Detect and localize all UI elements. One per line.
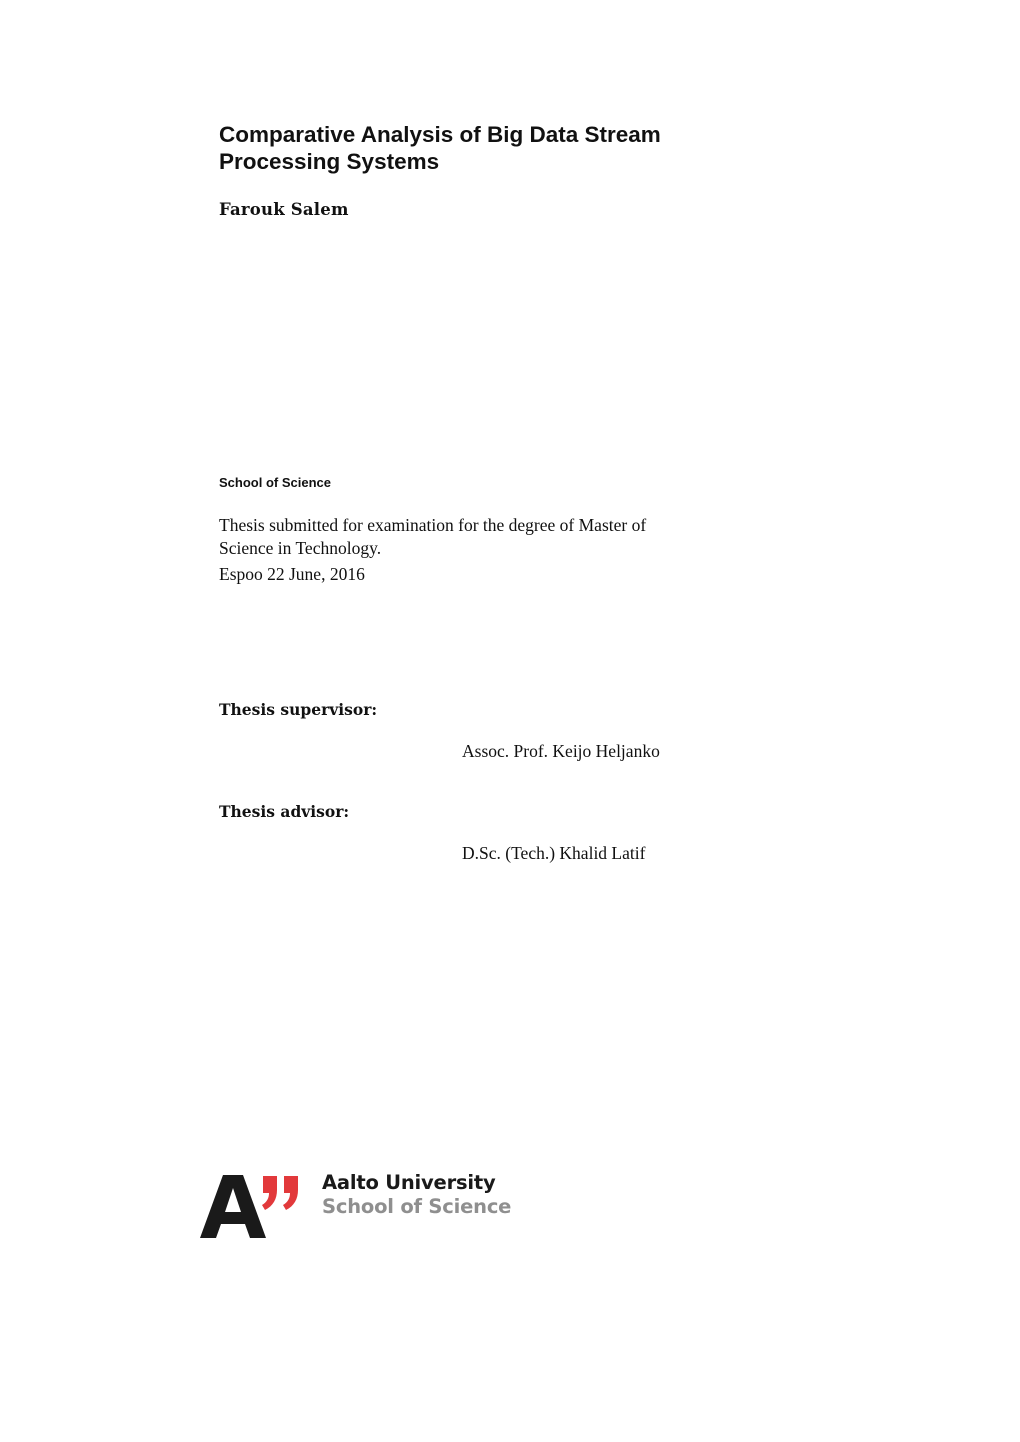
submission-statement bbox=[219, 514, 646, 560]
submission-line-1: Thesis submitted for examination for the degree of Master of bbox=[219, 515, 647, 535]
thesis-title bbox=[219, 121, 779, 175]
school-name: School of Science bbox=[219, 475, 331, 490]
supervisor-name: Assoc. Prof. Keijo Heljanko bbox=[462, 741, 660, 761]
advisor-label: Thesis advisor: bbox=[219, 802, 350, 821]
aalto-university-logo bbox=[200, 1172, 540, 1244]
submission-date: Espoo 22 June, 2016 bbox=[219, 564, 365, 584]
logo-university-text: Aalto University bbox=[322, 1171, 496, 1194]
author-name: Farouk Salem bbox=[219, 200, 349, 219]
thesis-title-line-2: Processing Systems bbox=[219, 149, 440, 174]
supervisor-label: Thesis supervisor: bbox=[219, 700, 378, 719]
submission-line-2: Science in Technology. bbox=[219, 538, 382, 558]
thesis-title-line-1: Comparative Analysis of Big Data Stream bbox=[219, 122, 661, 147]
advisor-name: D.Sc. (Tech.) Khalid Latif bbox=[462, 843, 646, 863]
aalto-logo-mark-icon bbox=[200, 1172, 300, 1240]
logo-school-text: School of Science bbox=[322, 1195, 512, 1218]
